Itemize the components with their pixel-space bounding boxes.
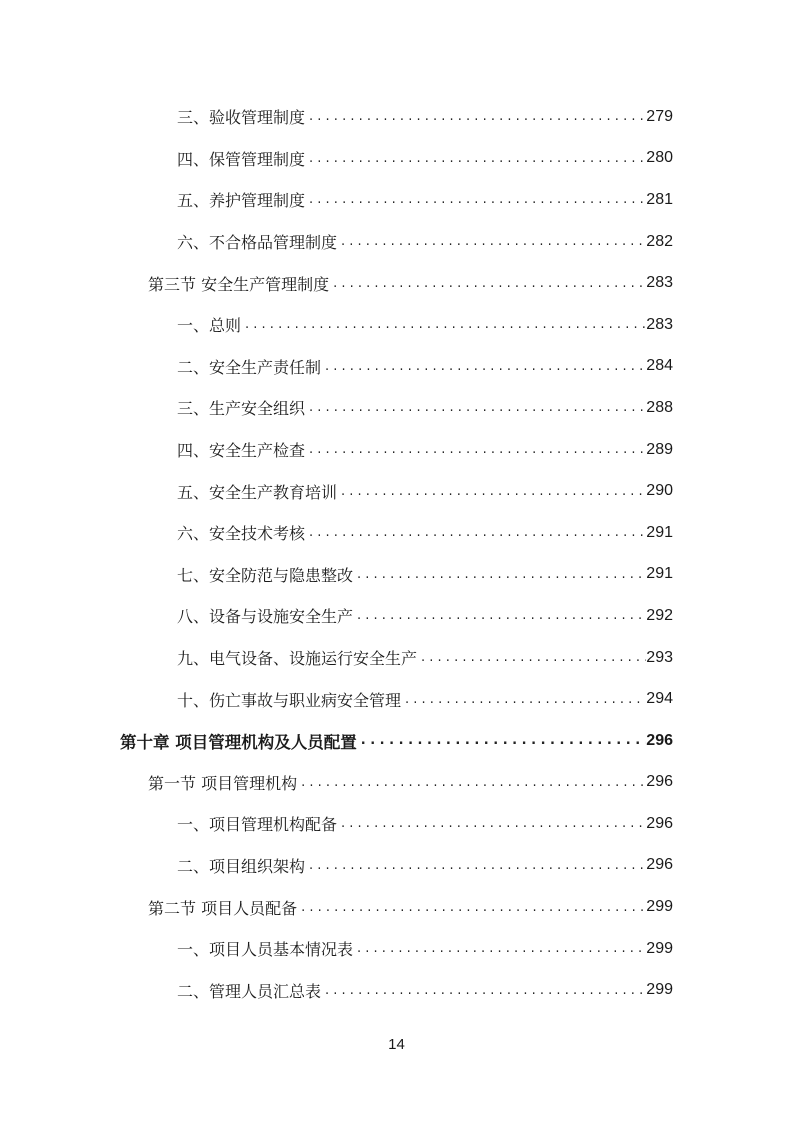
toc-subsection-entry[interactable] — [0, 595, 793, 637]
toc-dot-leader — [305, 859, 646, 872]
toc-entry-title: 五、安全生产教育培训 — [177, 482, 338, 502]
toc-entry-title: 一、项目管理机构配备 — [177, 815, 338, 835]
table-of-contents — [0, 96, 793, 1011]
toc-subsection-entry[interactable] — [0, 637, 793, 679]
toc-entry-title: 三、生产安全组织 — [177, 399, 306, 419]
toc-section-entry[interactable] — [0, 262, 793, 304]
toc-section-entry[interactable] — [0, 886, 793, 928]
toc-entry-title: 三、验收管理制度 — [177, 108, 306, 128]
toc-entry-title: 第一节 项目管理机构 — [148, 773, 298, 793]
toc-entry-title: 四、安全生产检查 — [177, 441, 306, 461]
toc-subsection-entry[interactable] — [0, 554, 793, 596]
toc-entry-page-number: 282 — [646, 232, 673, 250]
toc-entry-page-number: 290 — [646, 482, 673, 500]
toc-entry-page-number: 296 — [646, 856, 673, 874]
toc-entry-title: 四、保管管理制度 — [177, 149, 306, 169]
page-number: 14 — [388, 1036, 405, 1053]
toc-subsection-entry[interactable] — [0, 96, 793, 138]
toc-subsection-entry[interactable] — [0, 387, 793, 429]
toc-dot-leader — [417, 651, 646, 664]
toc-subsection-entry[interactable] — [0, 304, 793, 346]
toc-entry-page-number: 289 — [646, 440, 673, 458]
toc-entry-title: 一、项目人员基本情况表 — [177, 940, 354, 960]
toc-entry-page-number: 288 — [646, 398, 673, 416]
toc-dot-leader — [305, 401, 646, 414]
toc-dot-leader — [297, 901, 646, 914]
toc-entry-title: 一、总则 — [177, 316, 242, 336]
toc-entry-title: 五、养护管理制度 — [177, 191, 306, 211]
toc-entry-title: 十、伤亡事故与职业病安全管理 — [177, 690, 402, 710]
toc-dot-leader — [337, 817, 646, 830]
toc-entry-page-number: 299 — [646, 939, 673, 957]
toc-entry-title: 二、管理人员汇总表 — [177, 981, 322, 1001]
toc-entry-page-number: 280 — [646, 149, 673, 167]
toc-entry-title: 第十章 项目管理机构及人员配置 — [120, 732, 357, 752]
toc-dot-leader — [305, 110, 646, 123]
toc-entry-page-number: 291 — [646, 565, 673, 583]
toc-dot-leader — [241, 318, 646, 331]
toc-subsection-entry[interactable] — [0, 429, 793, 471]
toc-subsection-entry[interactable] — [0, 845, 793, 887]
toc-dot-leader — [353, 942, 646, 955]
toc-dot-leader — [305, 152, 646, 165]
toc-dot-leader — [337, 485, 646, 498]
toc-dot-leader — [321, 360, 646, 373]
toc-subsection-entry[interactable] — [0, 678, 793, 720]
toc-subsection-entry[interactable] — [0, 346, 793, 388]
toc-entry-page-number: 293 — [646, 648, 673, 666]
toc-subsection-entry[interactable] — [0, 221, 793, 263]
toc-entry-title: 二、安全生产责任制 — [177, 357, 322, 377]
toc-dot-leader — [305, 526, 646, 539]
toc-entry-page-number: 296 — [646, 731, 673, 749]
toc-dot-leader — [297, 776, 646, 789]
toc-entry-page-number: 281 — [646, 190, 673, 208]
toc-entry-page-number: 283 — [646, 274, 673, 292]
toc-section-entry[interactable] — [0, 762, 793, 804]
toc-subsection-entry[interactable] — [0, 512, 793, 554]
toc-dot-leader — [329, 277, 646, 290]
toc-subsection-entry[interactable] — [0, 969, 793, 1011]
toc-entry-title: 六、安全技术考核 — [177, 524, 306, 544]
toc-subsection-entry[interactable] — [0, 179, 793, 221]
toc-dot-leader — [305, 193, 646, 206]
toc-entry-title: 八、设备与设施安全生产 — [177, 607, 354, 627]
toc-entry-page-number: 291 — [646, 523, 673, 541]
toc-entry-page-number: 299 — [646, 898, 673, 916]
toc-dot-leader — [401, 693, 646, 706]
toc-entry-title: 第三节 安全生产管理制度 — [148, 274, 330, 294]
toc-entry-page-number: 296 — [646, 773, 673, 791]
toc-dot-leader — [357, 734, 647, 747]
toc-entry-title: 二、项目组织架构 — [177, 856, 306, 876]
toc-chapter-entry[interactable] — [0, 720, 793, 762]
toc-entry-title: 第二节 项目人员配备 — [148, 898, 298, 918]
toc-entry-page-number: 294 — [646, 690, 673, 708]
toc-dot-leader — [321, 984, 646, 997]
toc-subsection-entry[interactable] — [0, 138, 793, 180]
toc-subsection-entry[interactable] — [0, 803, 793, 845]
toc-entry-title: 六、不合格品管理制度 — [177, 233, 338, 253]
toc-entry-page-number: 284 — [646, 357, 673, 375]
toc-dot-leader — [305, 443, 646, 456]
toc-entry-page-number: 296 — [646, 814, 673, 832]
toc-subsection-entry[interactable] — [0, 928, 793, 970]
toc-dot-leader — [337, 235, 646, 248]
toc-entry-title: 七、安全防范与隐患整改 — [177, 565, 354, 585]
toc-entry-page-number: 279 — [646, 107, 673, 125]
toc-entry-title: 九、电气设备、设施运行安全生产 — [177, 649, 418, 669]
toc-subsection-entry[interactable] — [0, 470, 793, 512]
toc-entry-page-number: 283 — [646, 315, 673, 333]
toc-entry-page-number: 292 — [646, 606, 673, 624]
toc-dot-leader — [353, 609, 646, 622]
toc-entry-page-number: 299 — [646, 981, 673, 999]
toc-dot-leader — [353, 568, 646, 581]
